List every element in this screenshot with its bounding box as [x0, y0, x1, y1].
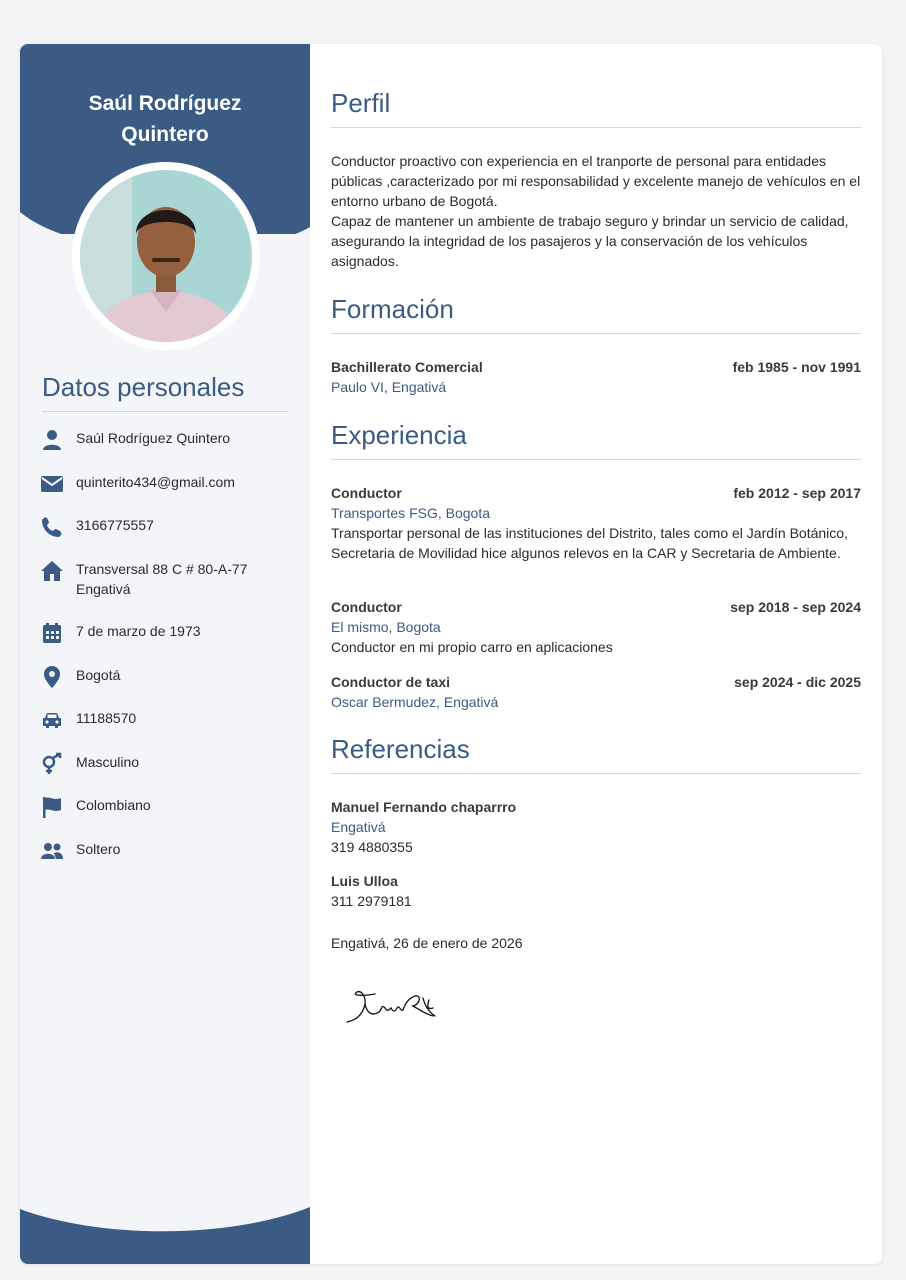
references-title: Referencias [331, 734, 861, 774]
users-icon [38, 839, 66, 863]
reference-place: Engativá [331, 819, 386, 835]
profile-photo [72, 162, 260, 350]
experience-role: Conductor [331, 599, 402, 615]
personal-item-address: Transversal 88 C # 80-A-77 Engativá [38, 559, 300, 599]
signature [343, 982, 443, 1032]
reference-name: Luis Ulloa [331, 873, 398, 889]
profile-title: Perfil [331, 88, 861, 128]
experience-company: Oscar Bermudez, Engativá [331, 694, 499, 710]
experience-dates: feb 2012 - sep 2017 [733, 485, 861, 501]
education-degree: Bachillerato Comercial [331, 359, 483, 375]
name-line-2: Quintero [121, 123, 209, 146]
name-line-1: Saúl Rodríguez [88, 92, 242, 115]
location-pin-icon [38, 665, 66, 689]
personal-item-city: Bogotá [38, 665, 300, 689]
experience-description: Transportar personal de las instituciones del Distrito, tales como el Jardín Botánico, Secretaria de Movilidad hice algunos relevos en la CAR y Secretaria de Ambiente. [331, 525, 848, 561]
envelope-icon [38, 472, 66, 496]
reference-item [331, 797, 861, 817]
experience-description: Conductor en mi propio carro en aplicaciones [331, 639, 613, 655]
education-place: Paulo VI, Engativá [331, 379, 447, 395]
cv-document [20, 44, 882, 1264]
personal-item-license: 11188570 [38, 708, 300, 732]
closing-date: Engativá, 26 de enero de 2026 [331, 935, 523, 951]
calendar-icon [38, 621, 66, 645]
user-icon [38, 428, 66, 452]
car-icon [38, 708, 66, 732]
personal-item-birthdate: 7 de marzo de 1973 [38, 621, 300, 645]
footer-band [20, 1204, 310, 1264]
experience-title: Experiencia [331, 420, 861, 460]
education-item [331, 357, 861, 377]
phone-icon [38, 515, 66, 539]
candidate-name [20, 88, 310, 150]
sidebar [20, 44, 310, 1264]
experience-role: Conductor de taxi [331, 674, 451, 690]
reference-item [331, 871, 861, 891]
profile-paragraph-2: Capaz de mantener un ambiente de trabajo seguro y brindar un servicio de calidad, asegurando la integridad de los pasajeros y la conservación de los vehículos asignados. [331, 213, 849, 269]
education-dates: feb 1985 - nov 1991 [732, 359, 861, 375]
experience-item [331, 672, 861, 692]
education-title: Formación [331, 294, 861, 334]
experience-dates: sep 2018 - sep 2024 [730, 599, 861, 615]
experience-company: Transportes FSG, Bogota [331, 505, 490, 521]
flag-icon [38, 795, 66, 819]
personal-item-gender: Masculino [38, 752, 300, 776]
reference-phone: 319 4880355 [331, 839, 413, 855]
experience-role: Conductor [331, 485, 402, 501]
profile-paragraph-1: Conductor proactivo con experiencia en el tranporte de personal para entidades públicas ,caracterizado por mi responsabilidad y excelente manejo de vehículos en el entorno urbano de Bogotá. [331, 153, 861, 209]
personal-item-phone: 3166775557 [38, 515, 300, 539]
experience-company: El mismo, Bogota [331, 619, 441, 635]
personal-item-email: quinterito434@gmail.com [38, 472, 300, 496]
personal-item-nationality: Colombiano [38, 795, 300, 819]
experience-item [331, 597, 861, 617]
gender-icon [38, 752, 66, 776]
experience-item [331, 483, 861, 503]
personal-item-name: Saúl Rodríguez Quintero [38, 428, 300, 452]
reference-phone: 311 2979181 [331, 893, 412, 909]
personal-item-marital-status: Soltero [38, 839, 300, 863]
profile-text [331, 151, 861, 271]
home-icon [38, 559, 66, 583]
personal-data-title: Datos personales [42, 372, 288, 412]
experience-dates: sep 2024 - dic 2025 [734, 674, 861, 690]
reference-name: Manuel Fernando chaparrro [331, 799, 517, 815]
